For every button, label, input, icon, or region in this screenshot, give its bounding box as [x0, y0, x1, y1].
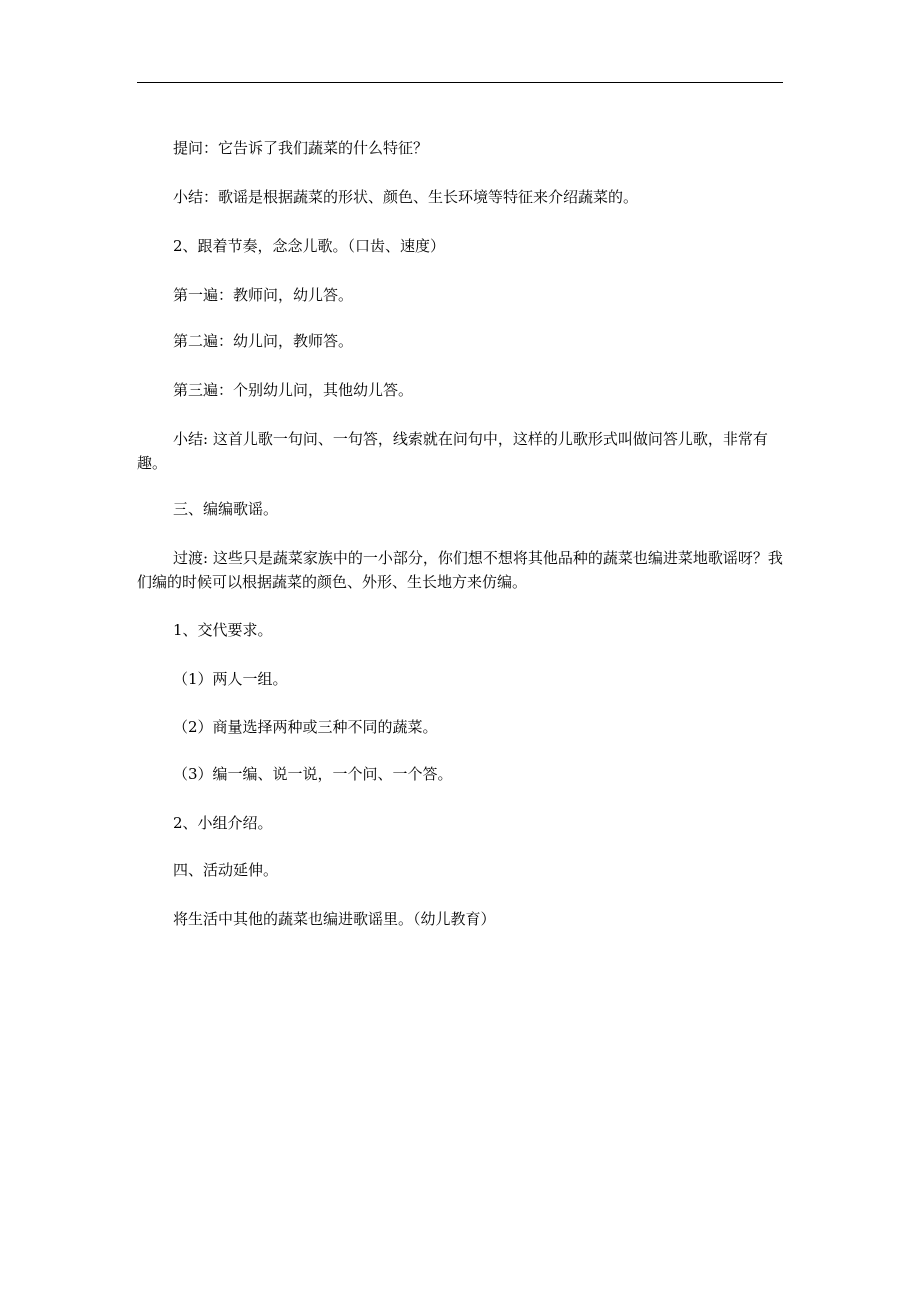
paragraph-req-3: （3）编一编、说一说，一个问、一个答。 — [173, 765, 453, 783]
paragraph-summary-2: 小结: 这首儿歌一句问、一句答，线索就在问句中，这样的儿歌形式叫做问答儿歌，非常有趣。 — [137, 430, 768, 472]
paragraph-group-intro: 2、小组介绍。 — [173, 814, 273, 832]
paragraph-req-1: （1）两人一组。 — [173, 670, 288, 688]
paragraph-transition: 过渡: 这些只是蔬菜家族中的一小部分，你们想不想将其他品种的蔬菜也编进菜地歌谣呀？我们编的时候可以根据蔬菜的颜色、外形、生长地方来仿编。 — [137, 549, 783, 591]
paragraph-round-3: 第三遍：个别幼儿问，其他幼儿答。 — [173, 381, 414, 399]
paragraph-requirement: 1、交代要求。 — [173, 621, 273, 639]
paragraph-round-1: 第一遍：教师问，幼儿答。 — [173, 286, 354, 304]
paragraph-step-2: 2、跟着节奏，念念儿歌。（口齿、速度） — [173, 237, 446, 255]
header-rule — [137, 82, 783, 83]
paragraph-summary-1: 小结：歌谣是根据蔬菜的形状、颜色、生长环境等特征来介绍蔬菜的。 — [173, 188, 639, 206]
paragraph-section-4: 四、活动延伸。 — [173, 861, 279, 879]
paragraph-extension: 将生活中其他的蔬菜也编进歌谣里。（幼儿教育） — [173, 910, 496, 928]
paragraph-req-2: （2）商量选择两种或三种不同的蔬菜。 — [173, 718, 438, 736]
paragraph-section-3: 三、编编歌谣。 — [173, 500, 279, 518]
paragraph-question: 提问：它告诉了我们蔬菜的什么特征？ — [173, 139, 429, 157]
paragraph-round-2: 第二遍：幼儿问，教师答。 — [173, 332, 354, 350]
